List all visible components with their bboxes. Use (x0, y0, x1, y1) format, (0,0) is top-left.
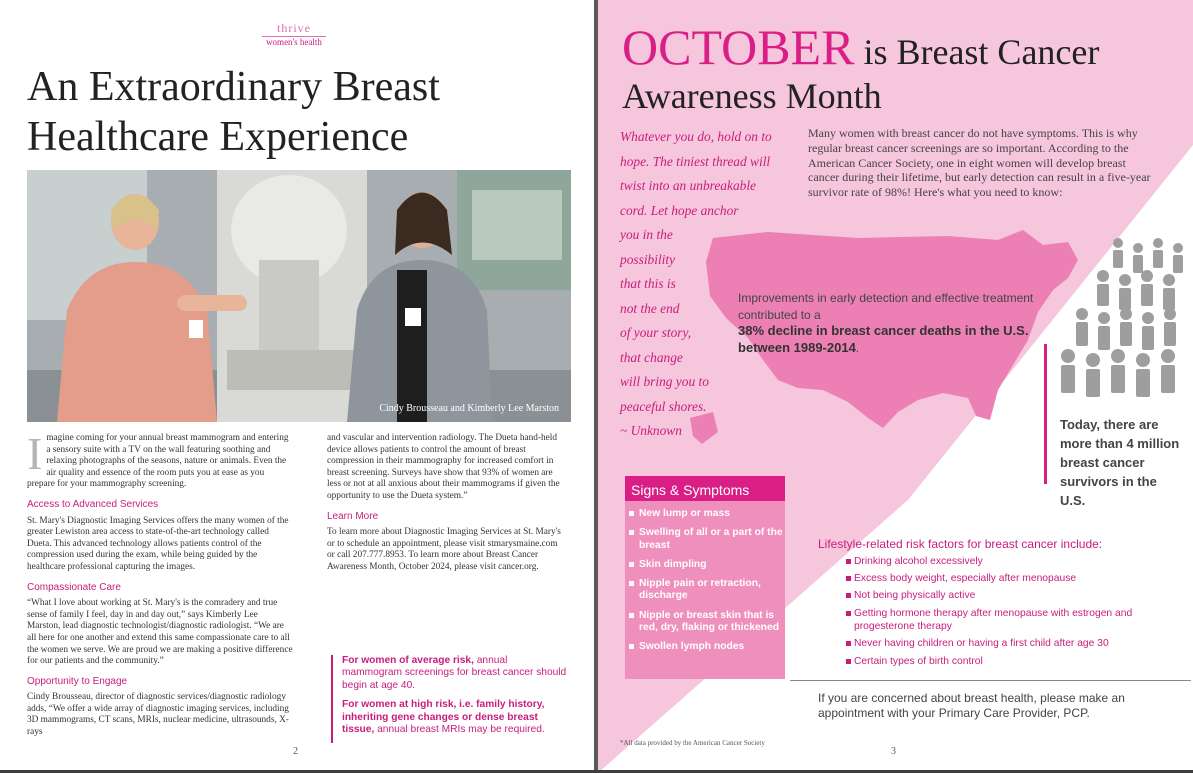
concern-note: If you are concerned about breast health, please make an appointment with your Primary Care Provider, PCP. (818, 691, 1125, 720)
article-column-1 (27, 428, 293, 743)
decline-stat-bold: 38% decline in breast cancer deaths in the U.S. between 1989-2014 (738, 323, 1029, 355)
risk-item: Drinking alcohol excessively (846, 555, 1156, 569)
quote-line: twist into an unbreakable (620, 178, 757, 193)
staff-photo (27, 170, 571, 422)
awareness-title (622, 19, 1182, 118)
quote-line: possibility (620, 251, 676, 267)
drop-cap: I (27, 428, 43, 479)
risk-item: Excess body weight, especially after menopause (846, 572, 1156, 586)
photo-illustration (27, 170, 571, 422)
callout-average-risk (342, 655, 570, 692)
page-number-left: 2 (293, 746, 298, 757)
paragraph-continued: and vascular and intervention radiology. The Dueta hand-held device allows patients to control the amount of breast compression in their mammography for increased comfort in breast screening. Surveys have show that 93% of women are less or not at all anxious about their mammograms if given the opportunity to use the Dueta system.” (327, 433, 560, 501)
left-page (0, 0, 594, 773)
title-rest-1: is Breast Cancer (854, 32, 1100, 72)
decline-stat (738, 290, 1038, 356)
callout-average-bold: For women of average risk, (342, 655, 474, 666)
risk-factor-list (846, 555, 1156, 672)
callout-high-risk (342, 699, 570, 736)
heading-care: Compassionate Care (27, 581, 121, 593)
hope-quote (620, 125, 798, 444)
decline-stat-text: Improvements in early detection and effective treatment contributed to a (738, 291, 1034, 322)
quote-line: you in the (620, 227, 673, 242)
callout-high-bold: For women at high risk, i.e. family history, inheriting gene changes or dense breast tissue, (342, 699, 545, 736)
signs-list (625, 508, 785, 654)
paragraph-engage: Cindy Brousseau, director of diagnostic services/diagnostic radiology adds, “We offer a wide array of diagnostic imaging services, including 3D mammograms, CT scans, MRIs, nuclear medicine, ultrasounds, X-rays (27, 692, 289, 738)
signs-title: Signs & Symptoms (625, 476, 785, 501)
risk-item: Not being physically active (846, 589, 1156, 603)
quote-line: of your story, (620, 325, 692, 340)
sign-item: Nipple pain or retraction, discharge (629, 578, 785, 603)
quote-line: will bring you to (620, 374, 709, 389)
section-divider (790, 680, 1191, 681)
quote-line: that change (620, 349, 683, 365)
brand-sub: women's health (262, 36, 326, 47)
screening-callout (331, 655, 570, 743)
survivors-stat: Today, there are more than 4 million breast cancer survivors in the U.S. (1060, 417, 1180, 508)
signs-symptoms-box (625, 476, 785, 679)
photo-caption: Cindy Brousseau and Kimberly Lee Marston (379, 403, 559, 414)
paragraph-access: St. Mary's Diagnostic Imaging Services offers the many women of the greater Lewiston area access to state-of-the-art technology called Dueta. This advanced technology allows patients control of the compression used during the exam, while being guided by the healthcare professional capturing the images. (27, 515, 289, 572)
callout-average-text: annual mammogram screenings for breast cancer should begin at age 40. (342, 655, 567, 691)
risk-item: Getting hormone therapy after menopause with estrogen and progesterone therapy (846, 607, 1156, 634)
heading-learn: Learn More (327, 510, 379, 522)
brand-logo (262, 22, 326, 47)
title-line-2: Healthcare Experience (27, 114, 409, 160)
stat-divider (1044, 344, 1047, 484)
quote-line: cord. Let hope anchor (620, 202, 739, 218)
intro-text: magine coming for your annual breast mammogram and entering a sensory suite with a TV on the wall featuring soothing and relaxing photographs of the seasons, nature or animals. Even the air quality and essence of the room puts you at ease as you prepare for your mammography screening. (27, 433, 289, 490)
quote-line: Whatever you do, hold on to (620, 129, 772, 144)
brand-top: thrive (277, 21, 311, 35)
title-line-1: An Extraordinary Breast (27, 64, 440, 110)
paragraph-care: “What I love about working at St. Mary's is the comradery and true sense of family I feel, day in and day out,” says Kimberly Lee Marston, lead diagnostic technologist/diagnostic radiologist. “We are all here for one another and extend this same compassionate care to all the women we serve. We are proud we are making a positive difference for our patients and the community.” (27, 598, 293, 667)
title-october: OCTOBER (622, 19, 855, 75)
risk-item: Certain types of birth control (846, 655, 1156, 669)
intro-paragraph (27, 428, 293, 491)
intro-paragraph-right: Many women with breast cancer do not have symptoms. This is why regular breast cancer screenings are so important. According to the American Cancer Society, one in eight women will develop breast cancer during their lifetime, but early detection can result in a five-year survivor rate of 98%! Here's what you need to know: (808, 126, 1151, 200)
quote-line: peaceful shores. (620, 398, 707, 414)
decline-stat-end: . (855, 340, 860, 355)
sign-item: Swelling of all or a part of the breast (629, 527, 785, 552)
data-footnote: *All data provided by the American Cancer Society (620, 739, 765, 747)
right-page (598, 0, 1193, 773)
title-rest-2: Awareness Month (622, 76, 882, 116)
paragraph-learn: To learn more about Diagnostic Imaging Services at St. Mary's or to schedule an appointment, please visit stmarysmaine.com or call 207.777.8953. To learn more about Breast Cancer Awareness Month, October 2024, please visit cancer.org. (327, 527, 561, 572)
sign-item: Swollen lymph nodes (629, 641, 785, 653)
quote-line: not the end (620, 300, 680, 316)
heading-engage: Opportunity to Engage (27, 675, 128, 687)
quote-line: hope. The tiniest thread will (620, 153, 771, 169)
quote-author: ~ Unknown (620, 423, 682, 438)
sign-item: Skin dimpling (629, 559, 785, 571)
article-title (27, 62, 567, 162)
quote-line: that this is (620, 276, 676, 291)
page-number-right: 3 (891, 746, 896, 757)
sign-item: New lump or mass (629, 508, 785, 520)
sign-item: Nipple or breast skin that is red, dry, flaking or thickened (629, 610, 785, 635)
heading-access: Access to Advanced Services (27, 498, 159, 510)
article-column-2 (327, 433, 567, 578)
callout-high-text: annual breast MRIs may be required. (374, 724, 545, 736)
risk-heading: Lifestyle-related risk factors for breast cancer include: (818, 537, 1103, 551)
risk-item: Never having children or having a first child after age 30 (846, 637, 1156, 651)
